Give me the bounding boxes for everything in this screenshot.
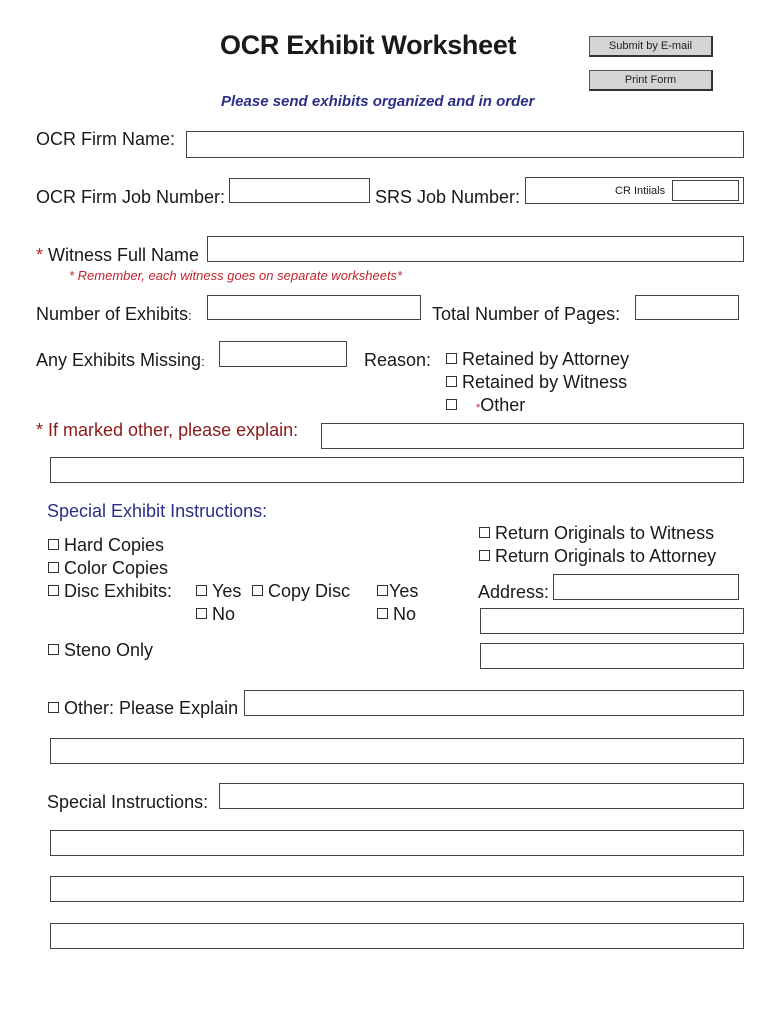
- num-exhibits-text: Number of Exhibits: [36, 304, 189, 324]
- total-pages-label: Total Number of Pages:: [432, 304, 621, 324]
- steno-option[interactable]: Steno Only: [48, 639, 153, 661]
- witness-label: [36, 244, 199, 266]
- checkbox[interactable]: [377, 608, 388, 619]
- page-title: OCR Exhibit Worksheet: [220, 30, 517, 60]
- missing-colon: :: [201, 354, 205, 369]
- checkbox[interactable]: [446, 353, 457, 364]
- missing-text: Any Exhibits Missing: [36, 350, 202, 370]
- explain-field-1[interactable]: [321, 423, 744, 449]
- checkbox[interactable]: [377, 585, 388, 596]
- checkbox[interactable]: [196, 585, 207, 596]
- copy-disc-yes-option[interactable]: Yes: [377, 580, 418, 602]
- firm-name-field[interactable]: [186, 131, 744, 158]
- page-subtitle: Please send exhibits organized and in order: [221, 93, 535, 110]
- total-pages-field[interactable]: [635, 295, 739, 320]
- witness-label-text: Witness Full Name: [48, 245, 200, 265]
- srs-job-label: SRS Job Number:: [375, 187, 521, 207]
- num-exhibits-field[interactable]: [207, 295, 421, 320]
- reason-option-attorney[interactable]: Retained by Attorney: [446, 348, 629, 370]
- special-instructions-field-2[interactable]: [50, 830, 744, 856]
- reason-option-witness[interactable]: Retained by Witness: [446, 371, 627, 393]
- hard-copies-option[interactable]: Hard Copies: [48, 534, 164, 556]
- address-label: Address:: [478, 582, 550, 602]
- print-form-button[interactable]: Print Form: [589, 70, 713, 91]
- reason-option-other[interactable]: *Other: [446, 394, 525, 419]
- firm-job-label: OCR Firm Job Number:: [36, 187, 226, 207]
- special-heading: Special Exhibit Instructions:: [47, 501, 268, 521]
- cr-initials-field[interactable]: [672, 180, 739, 201]
- num-exhibits-colon: :: [188, 308, 192, 323]
- firm-name-label: OCR Firm Name:: [36, 129, 175, 149]
- missing-field[interactable]: [219, 341, 347, 367]
- srs-job-field[interactable]: [525, 177, 744, 204]
- checkbox[interactable]: [48, 562, 59, 573]
- firm-job-field[interactable]: [229, 178, 370, 203]
- other-explain-field-1[interactable]: [244, 690, 744, 716]
- missing-label: [36, 349, 205, 373]
- checkbox[interactable]: [446, 399, 457, 410]
- witness-field[interactable]: [207, 236, 744, 262]
- other-explain-field-2[interactable]: [50, 738, 744, 764]
- disc-yes-option[interactable]: Yes: [196, 580, 241, 602]
- checkbox[interactable]: [479, 527, 490, 538]
- num-exhibits-label: [36, 303, 192, 327]
- address-field-2[interactable]: [480, 608, 744, 634]
- reason-label: Reason:: [364, 350, 432, 370]
- copy-disc-no-option[interactable]: No: [377, 603, 416, 625]
- witness-note: * Remember, each witness goes on separate worksheets*: [69, 268, 403, 283]
- submit-email-button[interactable]: Submit by E-mail: [589, 36, 713, 57]
- explain-label: * If marked other, please explain:: [36, 420, 299, 440]
- special-instructions-field-4[interactable]: [50, 923, 744, 949]
- checkbox[interactable]: [48, 539, 59, 550]
- copy-disc-option[interactable]: Copy Disc: [252, 580, 350, 602]
- address-field-1[interactable]: [553, 574, 739, 600]
- special-instructions-label: Special Instructions:: [47, 792, 209, 812]
- other-explain-option[interactable]: Other: Please Explain: [48, 697, 238, 719]
- special-instructions-field-3[interactable]: [50, 876, 744, 902]
- special-instructions-field-1[interactable]: [219, 783, 744, 809]
- checkbox[interactable]: [48, 702, 59, 713]
- checkbox[interactable]: [196, 608, 207, 619]
- color-copies-option[interactable]: Color Copies: [48, 557, 168, 579]
- checkbox[interactable]: [446, 376, 457, 387]
- address-field-3[interactable]: [480, 643, 744, 669]
- return-witness-option[interactable]: Return Originals to Witness: [479, 522, 714, 544]
- required-star: *: [36, 245, 44, 265]
- checkbox[interactable]: [252, 585, 263, 596]
- checkbox[interactable]: [48, 644, 59, 655]
- return-attorney-option[interactable]: Return Originals to Attorney: [479, 545, 716, 567]
- checkbox[interactable]: [48, 585, 59, 596]
- checkbox[interactable]: [479, 550, 490, 561]
- other-star: *: [476, 402, 481, 414]
- explain-field-2[interactable]: [50, 457, 744, 483]
- disc-no-option[interactable]: No: [196, 603, 235, 625]
- cr-initials-label: CR Intiials: [615, 185, 666, 197]
- disc-exhibits-option[interactable]: Disc Exhibits:: [48, 580, 172, 602]
